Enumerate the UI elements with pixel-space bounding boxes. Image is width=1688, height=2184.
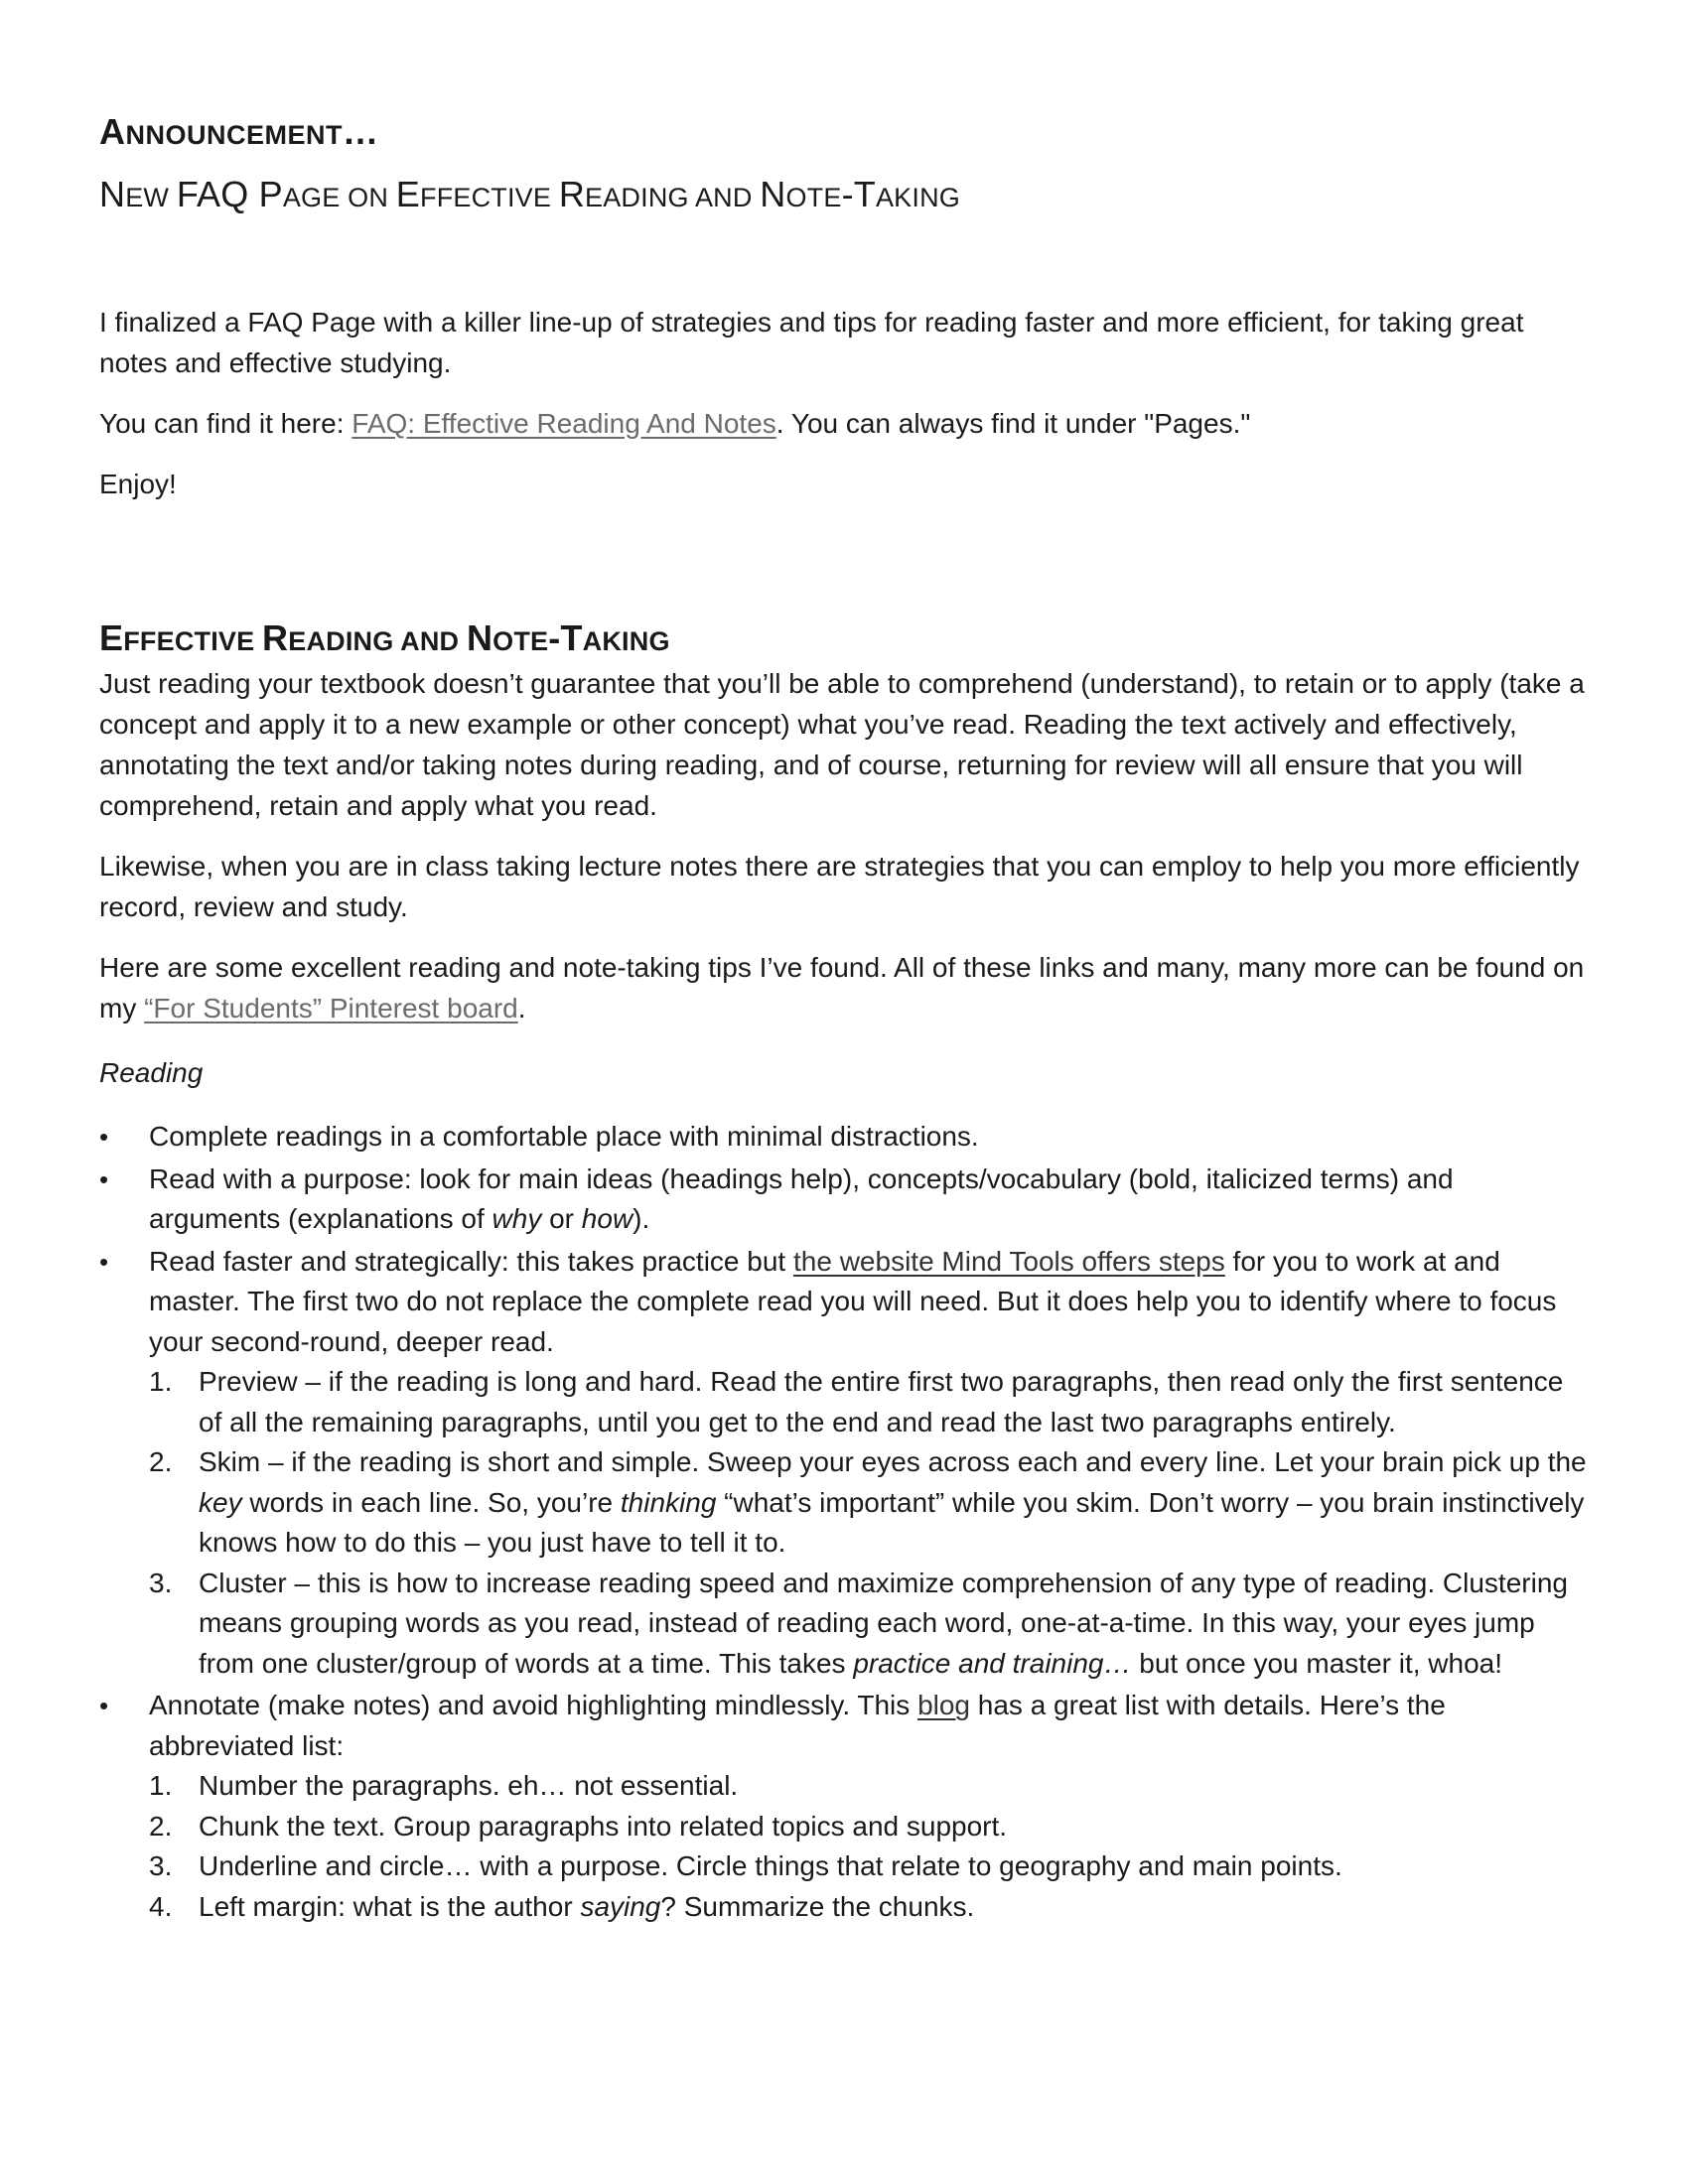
pinterest-board-link[interactable]: “For Students” Pinterest board [144, 993, 518, 1024]
list-item: 2. Chunk the text. Group paragraphs into related topics and support. [149, 1810, 1008, 1842]
faq-link-paragraph: You can find it here: FAQ: Effective Reading And Notes. You can always find it under "Pages." [99, 407, 1251, 439]
section-heading: EFFECTIVE READING AND NOTE-TAKING [99, 616, 670, 658]
list-item: • Annotate (make notes) and avoid highlighting mindlessly. This blog has a great list with details. Here’s the abbreviated list: 1. Number the paragraphs. eh… not essential. 2. Chunk the text. Group paragraphs into related topics and support. 3. Underline and circle… with a purpose. Circle things that relate to geography and main points. 4. Left margin: what is the author saying? Summarize the chunks. [99, 1686, 1589, 1927]
blog-link[interactable]: blog [917, 1690, 970, 1721]
enjoy-text: Enjoy! [99, 468, 177, 499]
section-paragraph-2: Likewise, when you are in class taking lecture notes there are strategies that you can employ to help you more efficiently record, review and study. [99, 851, 1580, 923]
list-item: 4. Left margin: what is the author saying? Summarize the chunks. [149, 1890, 975, 1922]
reading-subheading: Reading [99, 1057, 204, 1089]
list-item: 1. Number the paragraphs. eh… not essential. [149, 1770, 739, 1802]
mind-tools-link[interactable]: the website Mind Tools offers steps [793, 1245, 1225, 1277]
section-paragraph-3: Here are some excellent reading and note-taking tips I’ve found. All of these links and many, many more can be found on my “For Students” Pinterest board. [99, 952, 1585, 1024]
document-page [99, 109, 1589, 1927]
list-item: 1. Preview – if the reading is long and hard. Read the entire first two paragraphs, then read only the first sentence of all the remaining paragraphs, until you get to the end and read the last two paragraphs entirely. [149, 1366, 1564, 1437]
list-item: • Read faster and strategically: this takes practice but the website Mind Tools offers steps for you to work at and master. The first two do not replace the complete read you will need. But it does help you to identify where to focus your second-round, deeper read. 1. Preview – if the reading is long and hard. Read the entire first two paragraphs, then read only the first sentence of all the remaining paragraphs, until you get to the end and read the last two paragraphs entirely. 2. Skim – if the reading is short and simple. Sweep your eyes across each and every line. Let your brain pick up the key words in each line. So, you’re thinking “what’s important” while you skim. Don’t worry – you brain instinctively knows how to do this – you just have to tell it to. 3. Cluster – this is how to increase reading speed and maximize comprehension of any type of reading. Clustering means grouping words as you read, instead of reading each word, one-at-a-time. In this way, your eyes jump from one cluster/group of words at a time. This takes practice and training… but once you master it, whoa! [99, 1242, 1589, 1685]
section-paragraph-1: Just reading your textbook doesn’t guarantee that you’ll be able to comprehend (understand), to retain or to apply (take a concept and apply it to a new example or other concept) what you’ve read. Reading the text actively and effectively, annotating the text and/or taking notes during reading, and of course, returning for review will all ensure that you will comprehend, retain and apply what you read. [99, 668, 1585, 822]
announcement-title: ANNOUNCEMENT… [99, 111, 379, 152]
reading-tips-list [99, 1117, 1589, 1927]
list-item: • Complete readings in a comfortable place with minimal distractions. [99, 1117, 1589, 1158]
annotation-steps-list [149, 1766, 1589, 1927]
list-item: 3. Underline and circle… with a purpose. Circle things that relate to geography and main points. [149, 1850, 1342, 1882]
list-item: • Read with a purpose: look for main ideas (headings help), concepts/vocabulary (bold, italicized terms) and arguments (explanations of why or how). [99, 1160, 1589, 1240]
faq-page-link[interactable]: FAQ: Effective Reading And Notes [352, 407, 776, 439]
reading-steps-list [149, 1362, 1589, 1684]
announcement-paragraph: I finalized a FAQ Page with a killer line-up of strategies and tips for reading faster and more efficient, for taking great notes and effective studying. [99, 306, 1524, 378]
list-item: 3. Cluster – this is how to increase reading speed and maximize comprehension of any type of reading. Clustering means grouping words as you read, instead of reading each word, one-at-a-time. In this way, your eyes jump from one cluster/group of words at a time. This takes practice and training… but once you master it, whoa! [149, 1567, 1568, 1679]
announcement-subtitle: NEW FAQ PAGE ON EFFECTIVE READING AND NOTE-TAKING [99, 173, 960, 214]
list-item: 2. Skim – if the reading is short and simple. Sweep your eyes across each and every line. Let your brain pick up the key words in each line. So, you’re thinking “what’s important” while you skim. Don’t worry – you brain instinctively knows how to do this – you just have to tell it to. [149, 1446, 1587, 1559]
